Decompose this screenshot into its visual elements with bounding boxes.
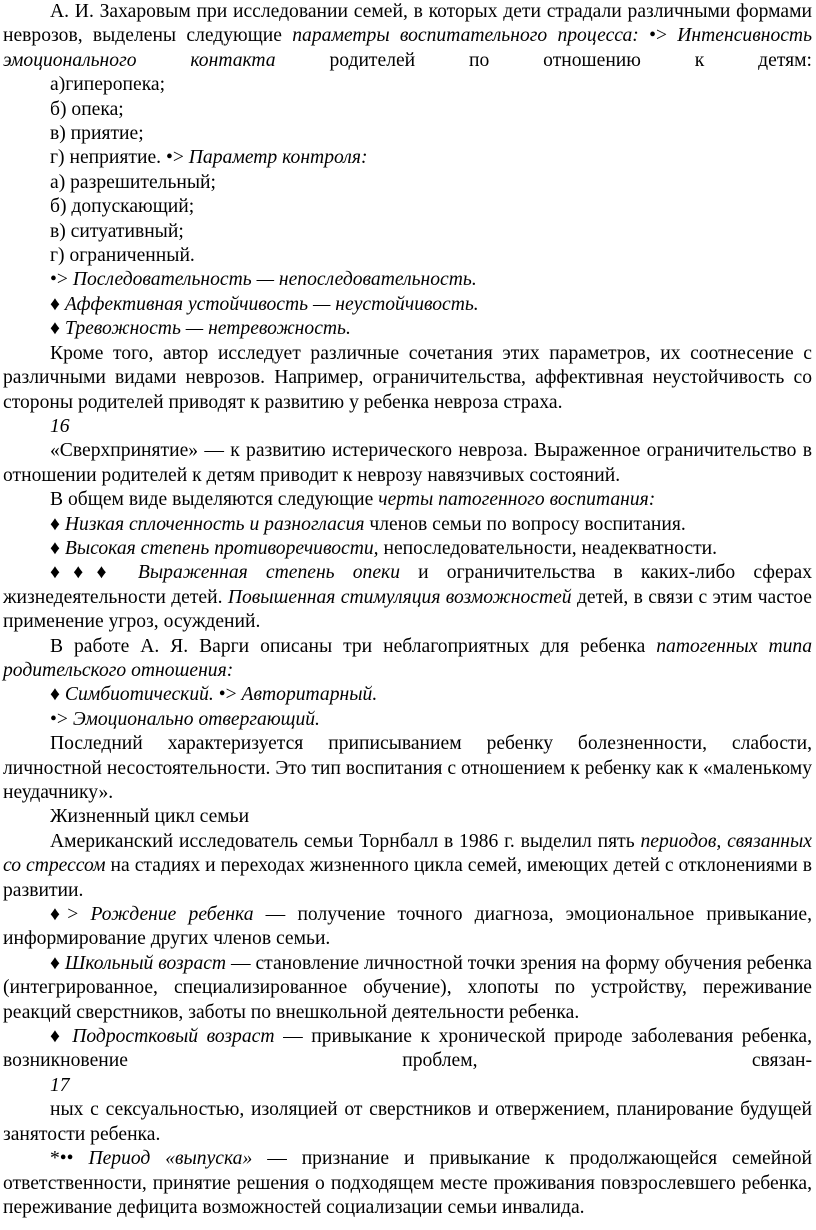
text-run: «Сверхпринятие» — к развитию истерического невроза. Выраженное ограничительство в отношении родителей к детям приводит к неврозу навязчивых состояний. bbox=[3, 440, 812, 486]
text-run: б) опека; bbox=[50, 98, 124, 120]
text-run: — привыкание к хронической природе заболевания ребенка, возникновение проблем, связан- bbox=[3, 1026, 812, 1072]
italic-run: Последовательность — непоследовательность. bbox=[72, 269, 477, 291]
paragraph-last-type bbox=[3, 732, 812, 805]
paragraph-turnbull bbox=[3, 830, 812, 903]
text-run: ♦ bbox=[50, 293, 65, 315]
text-run: Американский исследователь семьи Торнбалл в 1986 г. выделил пять bbox=[50, 830, 641, 852]
list-item-situational bbox=[3, 220, 812, 244]
list-item-rejecting bbox=[3, 708, 812, 732]
list-item-acceptance bbox=[3, 122, 812, 146]
italic-run: Выраженная степень опеки bbox=[137, 562, 401, 584]
paragraph-adolescence-continued bbox=[3, 1098, 812, 1147]
italic-run: Интенсивность эмоционального контакта bbox=[3, 25, 812, 71]
text-run: г) ограниченный. bbox=[50, 245, 195, 267]
list-item-low-cohesion bbox=[3, 513, 812, 537]
text-run: 17 bbox=[50, 1074, 70, 1096]
text-run: б) допускающий; bbox=[50, 196, 195, 218]
italic-run: Авторитарный. bbox=[241, 684, 378, 706]
text-run: а)гиперопека; bbox=[50, 74, 166, 96]
list-item-protection bbox=[3, 98, 812, 122]
list-item-permissive bbox=[3, 171, 812, 195]
text-run: *•• bbox=[50, 1148, 89, 1170]
italic-run: Рождение ребенка bbox=[90, 904, 254, 926]
list-item-birth bbox=[3, 903, 812, 952]
page-number-17 bbox=[3, 1074, 812, 1098]
text-run: членов семьи по вопросу воспитания. bbox=[364, 513, 686, 535]
italic-run: Эмоционально отвергающий. bbox=[72, 708, 320, 730]
italic-run: патогенных типа родительского отношения: bbox=[3, 635, 812, 681]
list-item-consistency bbox=[3, 268, 812, 292]
paragraph-varga bbox=[3, 635, 812, 684]
text-run: •> bbox=[638, 25, 678, 47]
text-run: ных с сексуальностью, изоляцией от сверстников и отвержением, планирование будущей занятости ребенка. bbox=[3, 1099, 812, 1145]
italic-run: Подростковый возраст bbox=[72, 1026, 275, 1048]
italic-run: Тревожность — нетревожность. bbox=[64, 318, 351, 340]
italic-run: Параметр контроля: bbox=[188, 147, 368, 169]
text-run: ♦ bbox=[50, 1026, 73, 1048]
text-run: •> bbox=[50, 269, 73, 291]
text-run: ♦♦♦ bbox=[50, 562, 138, 584]
text-run: ♦> bbox=[50, 904, 91, 926]
text-run: А. И. Захаровым при исследовании семей, в которых дети страдали различными формами неврозов, выделены следующие bbox=[3, 1, 812, 47]
text-run: В работе А. Я. Варги описаны три неблагоприятных для ребенка bbox=[50, 635, 657, 657]
text-run: •> bbox=[50, 708, 73, 730]
text-run: на стадиях и переходах жизненного цикла семей, имеющих детей с отклонениями в развитии. bbox=[3, 855, 813, 901]
list-item-overprotection bbox=[3, 561, 812, 634]
text-run: г) неприятие. •> bbox=[50, 147, 189, 169]
list-item-contradiction bbox=[3, 537, 812, 561]
page-number-16 bbox=[3, 415, 812, 439]
italic-run: Школьный возраст bbox=[64, 952, 227, 974]
paragraph-overacceptance bbox=[3, 439, 812, 488]
italic-run: Повышенная стимуляция возможностей bbox=[227, 586, 572, 608]
text-run: Кроме того, автор исследует различные сочетания этих параметров, их соотнесение с различными видами неврозов. Например, ограничительства, аффективная неустойчивость со стороны родителей приводят к развитию у ребенка невроза страха. bbox=[3, 342, 812, 413]
paragraph-combinations bbox=[3, 342, 812, 415]
list-item-hyperprotection bbox=[3, 73, 812, 97]
text-run: Последний характеризуется приписыванием ребенку болезненности, слабости, личностной несостоятельности. Это тип воспитания с отношением к ребенку как к «маленькому неудачнику». bbox=[3, 733, 812, 803]
list-item-launch-period bbox=[3, 1147, 812, 1220]
text-run: ♦ bbox=[50, 952, 65, 974]
list-item-limited bbox=[3, 244, 812, 268]
list-item-admitting bbox=[3, 195, 812, 219]
text-run: родителей по отношению к детям: bbox=[275, 49, 812, 71]
text-run: ♦ bbox=[50, 537, 65, 559]
italic-run: черты патогенного воспитания: bbox=[378, 489, 656, 511]
list-item-adolescence bbox=[3, 1025, 812, 1074]
list-item-anxiety bbox=[3, 317, 812, 341]
italic-run: параметры воспитательного процесса: bbox=[292, 25, 639, 47]
text-run: а) разрешительный; bbox=[50, 171, 216, 193]
text-run: детей, в связи с этим частое применение угроз, осуждений. bbox=[3, 586, 812, 633]
text-run: ♦ bbox=[50, 513, 65, 535]
text-run: Жизненный цикл семьи bbox=[50, 806, 250, 828]
text-run: ♦ bbox=[50, 684, 65, 706]
list-item-rejection bbox=[3, 146, 812, 170]
text-run: и ограничительства в каких-либо сферах жизнедеятельности детей. bbox=[3, 562, 812, 608]
text-run: в) ситуативный; bbox=[50, 220, 184, 242]
list-item-affective-stability bbox=[3, 293, 812, 317]
paragraph-zakharov-intro bbox=[3, 0, 812, 73]
list-item-symbiotic bbox=[3, 683, 812, 707]
text-run: 16 bbox=[50, 415, 70, 437]
italic-run: Высокая степень противоречивости, bbox=[64, 537, 379, 559]
paragraph-pathogenic-traits bbox=[3, 488, 812, 512]
text-run: непоследовательности, неадекватности. bbox=[378, 537, 718, 559]
text-run: — становление личностной точки зрения на форму обучения ребенка (интегрированное, специализированное обучение), хлопоты по устройству, переживание реакций сверстников, заботы по внешкольной деятельности ребенка. bbox=[3, 952, 813, 1023]
text-run: •> bbox=[213, 684, 242, 706]
italic-run: Низкая сплоченность и разногласия bbox=[64, 513, 365, 535]
text-run: в) приятие; bbox=[50, 123, 144, 145]
italic-run: периодов, связанных со стрессом bbox=[3, 830, 812, 877]
italic-run: Период «выпуска» bbox=[88, 1148, 253, 1170]
text-run: — признание и привыкание к продолжающейся семейной ответственности, принятие решения о подходящем месте проживания повзрослевшего ребенка, переживание дефицита возможностей социализации семьи инвалида. bbox=[3, 1148, 813, 1218]
section-heading-family-life-cycle bbox=[3, 805, 812, 829]
text-run: — получение точного диагноза, эмоциональное привыкание, информирование других членов семьи. bbox=[3, 904, 812, 950]
italic-run: Аффективная устойчивость — неустойчивость. bbox=[64, 293, 479, 315]
list-item-school-age bbox=[3, 952, 812, 1025]
italic-run: Симбиотический. bbox=[64, 684, 214, 706]
text-run: ♦ bbox=[50, 318, 65, 340]
text-run: В общем виде выделяются следующие bbox=[50, 489, 379, 511]
